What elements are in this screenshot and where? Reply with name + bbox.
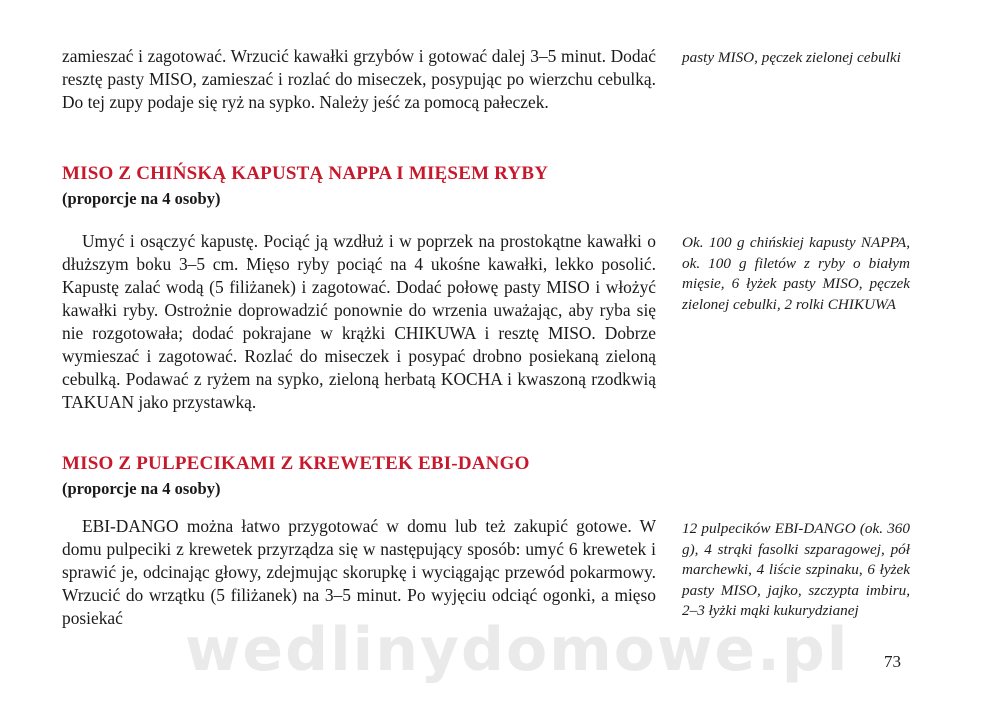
section2-body-block	[62, 515, 656, 630]
section2-portion: (proporcje na 4 osoby)	[62, 479, 221, 498]
section0-body-block	[62, 45, 656, 114]
section0-ingredients: pasty MISO, pęczek zielonej cebulki	[682, 49, 901, 66]
section2-body: EBI-DANGO można łatwo przygotować w domu lub też zakupić gotowe. W domu pulpeciki z krewetek przyrządza się w następujący sposób: umyć 6 krewetek i sprawić je, odcinając głowy, zdejmując skorupkę i wyciągając przewód pokarmowy. Wrzucić do wrzątku (5 filiżanek) na 3–5 minut. Po wyjęciu odciąć ogonki, a mięso posiekać	[62, 516, 656, 628]
section1-body: Umyć i osączyć kapustę. Pociąć ją wzdłuż i w poprzek na prostokątne kawałki o dłuższym boku 3–5 cm. Mięso ryby pociąć na 4 ukośne kawałki, lekko posolić. Kapustę zalać wodą (5 filiżanek) i zagotować. Dodać połowę pasty MISO i włożyć kawałki ryby. Ostrożnie doprowadzić ponownie do wrzenia uważając, aby ryba się nie rozgotowała; dodać pokrajane w krążki CHIKUWA i resztę MISO. Dobrze wymieszać i zagotować. Rozlać do miseczek i posypać drobno posiekaną zieloną cebulką. Podawać z ryżem na sypko, zieloną herbatą KOCHA i kwaszoną rzodkwią TAKUAN jako przystawką.	[62, 231, 656, 412]
section1-title: MISO Z CHIŃSKĄ KAPUSTĄ NAPPA I MIĘSEM RYBY	[62, 163, 549, 184]
section2-title: MISO Z PULPECIKAMI Z KREWETEK EBI-DANGO	[62, 453, 530, 474]
section1-body-block	[62, 230, 656, 414]
section1-portion: (proporcje na 4 osoby)	[62, 189, 221, 208]
section0-body: zamieszać i zagotować. Wrzucić kawałki grzybów i gotować dalej 3–5 minut. Dodać resztę pasty MISO, zamieszać i rozlać do miseczek, posypując po wierzchu cebulką. Do tej zupy podaje się ryż na sypko. Należy jeść za pomocą pałeczek.	[62, 46, 656, 112]
section1-ingredients: Ok. 100 g chińskiej kapusty NAPPA, ok. 100 g filetów z ryby o białym mięsie, 6 łyżek pasty MISO, pęczek zielonej cebulki, 2 rolki CHIKUWA	[682, 234, 910, 313]
section2-ingredients: 12 pulpecików EBI-DANGO (ok. 360 g), 4 strąki fasolki szparagowej, pół marchewki, 4 liście szpinaku, 6 łyżek pasty MISO, jajko, szczypta imbiru, 2–3 łyżki mąki kukurydzianej	[682, 520, 910, 619]
page-number: 73	[884, 652, 901, 671]
watermark: wedlinydomowe.pl	[185, 615, 850, 685]
